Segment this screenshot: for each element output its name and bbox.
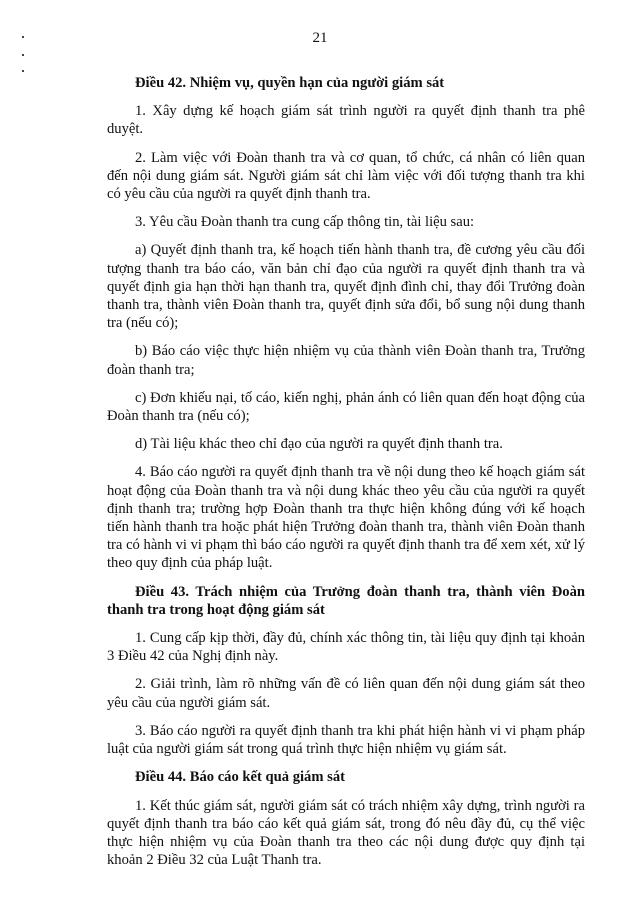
- margin-mark: [22, 36, 24, 38]
- article-heading: Điều 43. Trách nhiệm của Trưởng đoàn thanh tra, thành viên Đoàn thanh tra trong hoạt động giám sát: [107, 583, 585, 618]
- paragraph: b) Báo cáo việc thực hiện nhiệm vụ của thành viên Đoàn thanh tra, Trưởng đoàn thanh tra;: [107, 343, 585, 378]
- margin-mark: [22, 70, 24, 72]
- paragraph: 1. Xây dựng kế hoạch giám sát trình người ra quyết định thanh tra phê duyệt.: [107, 103, 585, 138]
- document-body: [107, 74, 585, 879]
- paragraph: c) Đơn khiếu nại, tố cáo, kiến nghị, phản ánh có liên quan đến hoạt động của Đoàn thanh tra (nếu có);: [107, 389, 585, 425]
- paragraph: 1. Kết thúc giám sát, người giám sát có trách nhiệm xây dựng, trình người ra quyết định thanh tra báo cáo kết quả giám sát, trong đó nêu đầy đủ, cụ thể việc thực hiện nhiệm vụ của Đoàn thanh tra theo các nội dung được quy định tại khoản 2 Điều 32 của Luật Thanh tra.: [107, 797, 585, 869]
- paragraph: 2. Giải trình, làm rõ những vấn đề có liên quan đến nội dung giám sát theo yêu cầu của người giám sát.: [107, 676, 585, 711]
- article-heading: Điều 44. Báo cáo kết quả giám sát: [135, 769, 345, 786]
- paragraph: 2. Làm việc với Đoàn thanh tra và cơ quan, tổ chức, cá nhân có liên quan đến nội dung giám sát. Người giám sát chỉ làm việc với đối tượng thanh tra khi có yêu cầu của người ra quyết định thanh tra.: [107, 149, 585, 203]
- paragraph: 1. Cung cấp kịp thời, đầy đủ, chính xác thông tin, tài liệu quy định tại khoản 3 Điều 42 của Nghị định này.: [107, 630, 585, 665]
- paragraph: 4. Báo cáo người ra quyết định thanh tra về nội dung theo kế hoạch giám sát hoạt động của Đoàn thanh tra và nội dung khác theo yêu cầu của người ra quyết định thanh tra; trường hợp Đoàn thanh tra thực hiện không đúng với kế hoạch tiến hành thanh tra hoặc phát hiện Trưởng đoàn thanh tra, thành viên Đoàn thanh tra có hành vi vi phạm thì báo cáo người ra quyết định thanh tra để xem xét, xử lý theo quy định của pháp luật.: [107, 464, 585, 572]
- paragraph: d) Tài liệu khác theo chỉ đạo của người ra quyết định thanh tra.: [135, 436, 503, 453]
- page-number: 21: [312, 30, 328, 46]
- paragraph: 3. Báo cáo người ra quyết định thanh tra khi phát hiện hành vi vi phạm pháp luật của người giám sát trong quá trình thực hiện nhiệm vụ giám sát.: [107, 722, 585, 758]
- paragraph: 3. Yêu cầu Đoàn thanh tra cung cấp thông tin, tài liệu sau:: [135, 214, 475, 231]
- article-heading: Điều 42. Nhiệm vụ, quyền hạn của người giám sát: [135, 75, 445, 91]
- paragraph: a) Quyết định thanh tra, kế hoạch tiến hành thanh tra, đề cương yêu cầu đối tượng thanh tra báo cáo, văn bản chỉ đạo của người ra quyết định thanh tra và quyết định gia hạn thời hạn thanh tra, quyết định đình chỉ, thay đổi Trưởng đoàn thanh tra, thành viên Đoàn thanh tra, quyết định sửa đổi, bổ sung nội dung thanh tra (nếu có);: [107, 242, 585, 332]
- margin-mark: [22, 54, 24, 56]
